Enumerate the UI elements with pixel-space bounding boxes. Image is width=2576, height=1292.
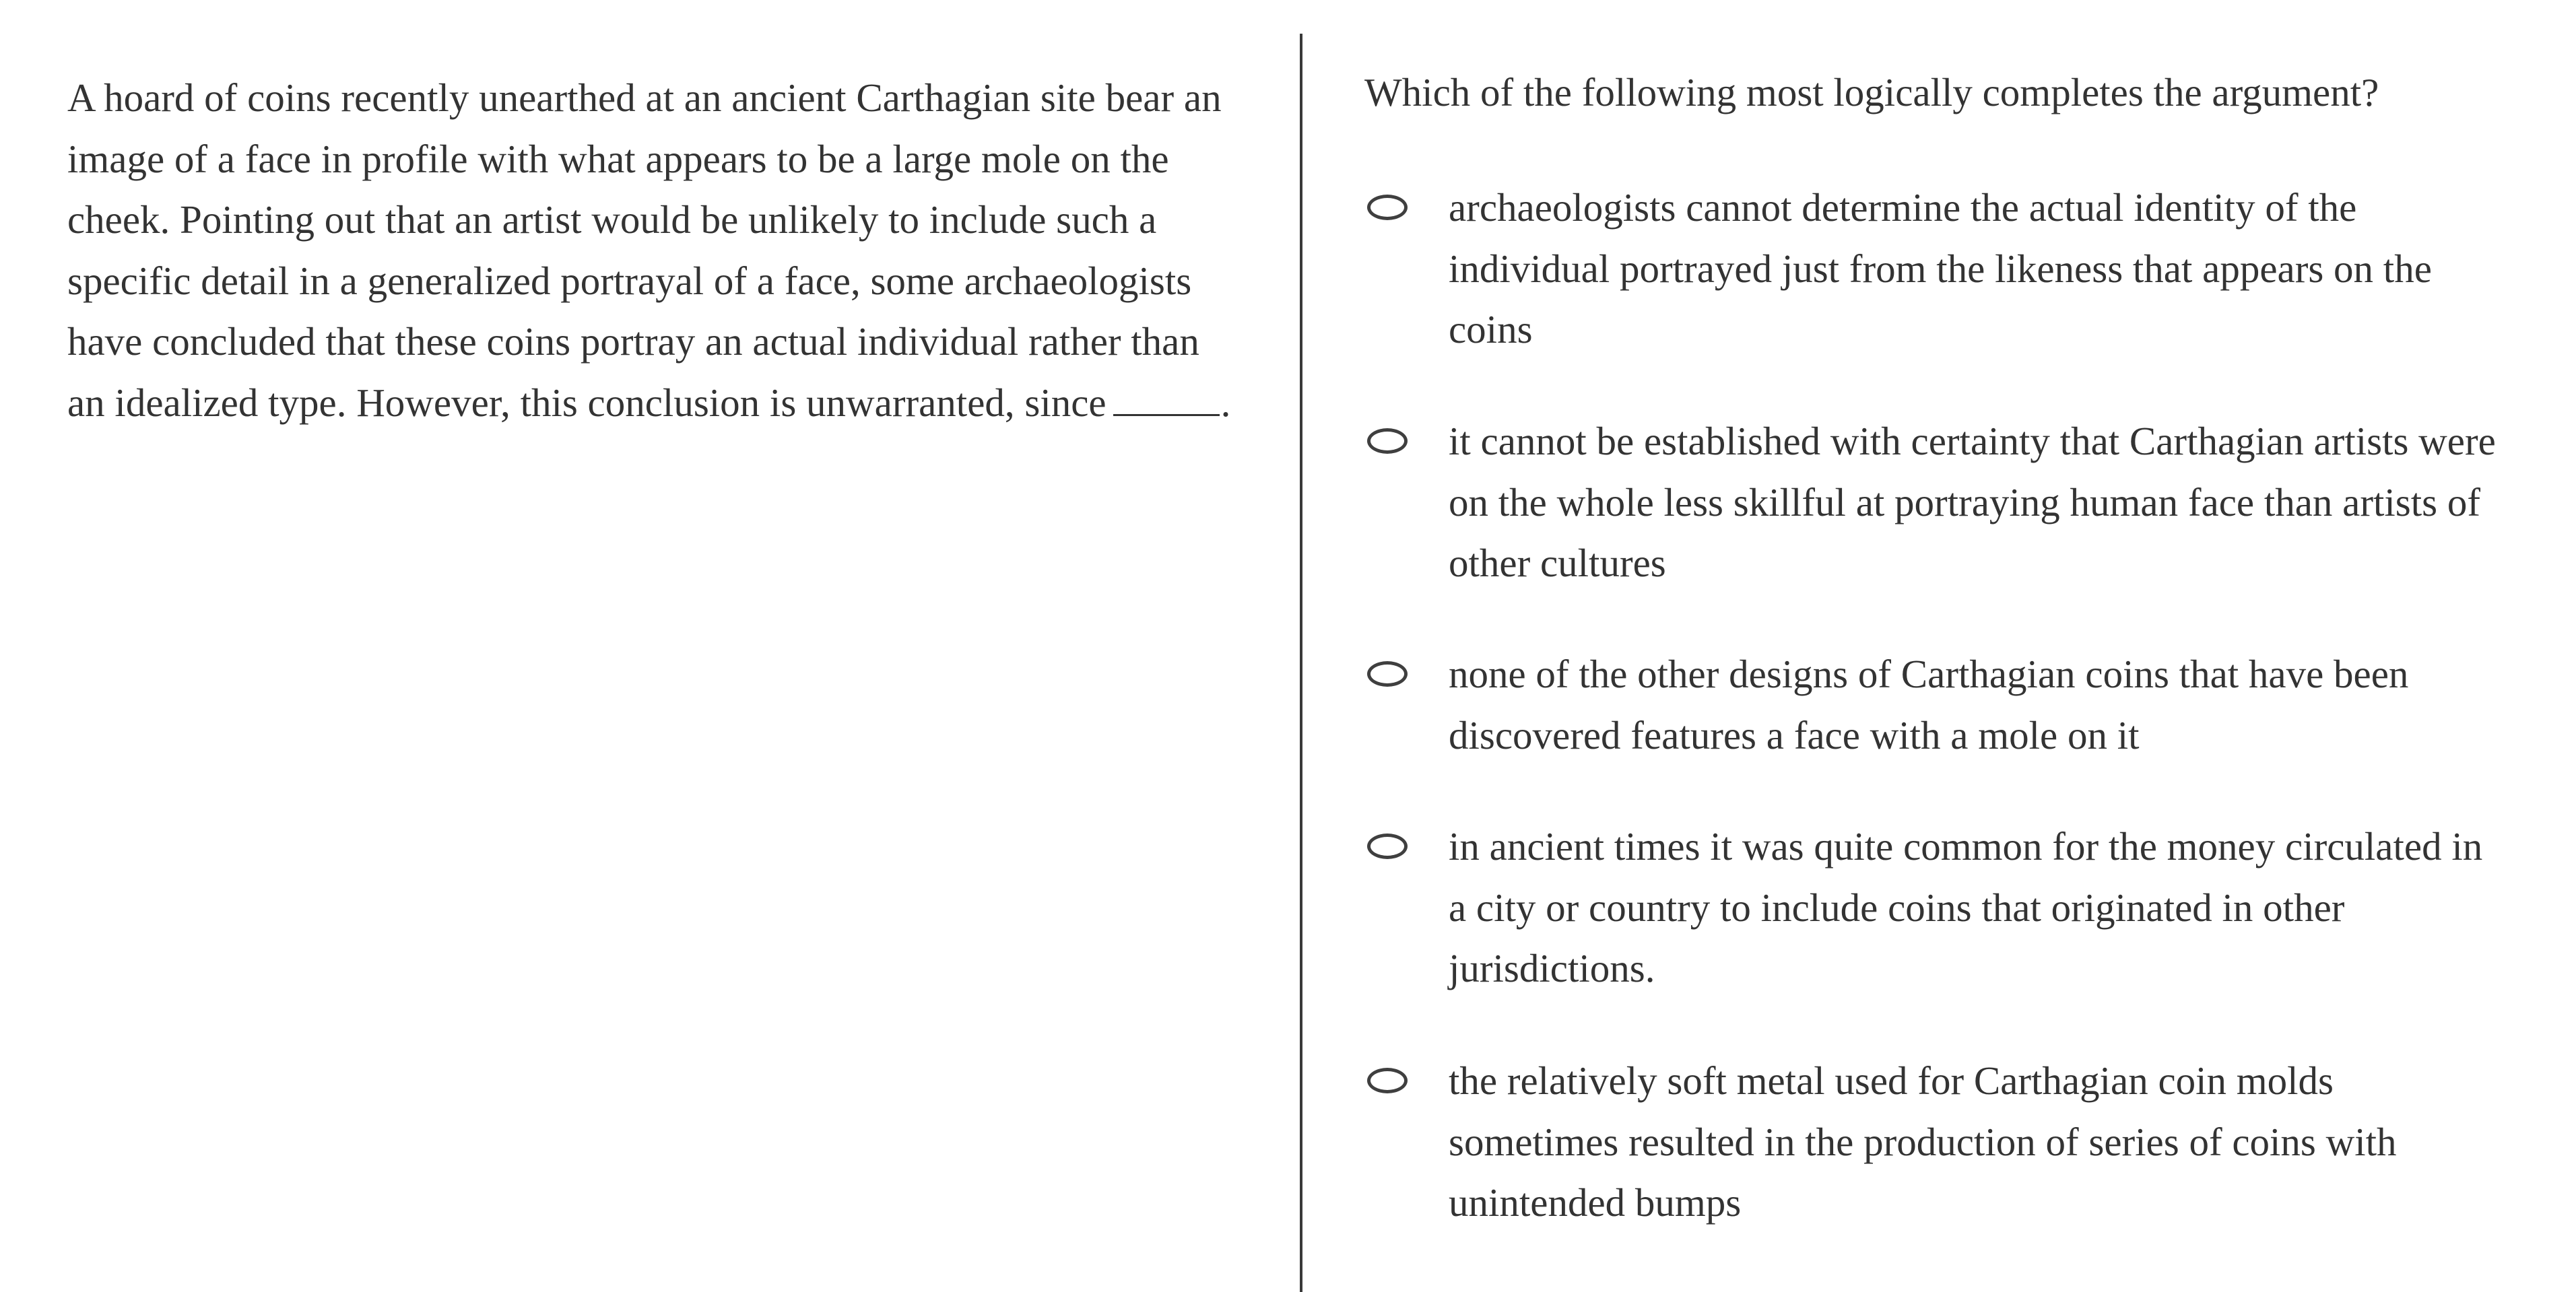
answer-choice-3-text[interactable]: none of the other designs of Carthagian coins that have been discovered features a face with a mole on it [1449,652,2409,757]
passage-text [67,67,1232,433]
radio-button-1[interactable] [1367,195,1408,220]
answer-choice-2-text[interactable]: it cannot be established with certainty that Carthagian artists were on the whole less skillful at portraying human face than artists of other cultures [1449,419,2496,585]
radio-button-4[interactable] [1367,834,1408,859]
answer-choice-4-text[interactable]: in ancient times it was quite common for the money circulated in a city or country to include coins that originated in other jurisdictions. [1449,824,2483,990]
passage-body: A hoard of coins recently unearthed at an ancient Carthagian site bear an image of a face in profile with what appears to be a large mole on the cheek. Pointing out that an artist would be unlikely to include such a specific detail in a generalized portrayal of a face, some archaeologists have concluded that these coins portray an actual individual rather than an idealized type. However, this conclusion is unwarranted, since [67,75,1222,425]
radio-button-3[interactable] [1367,661,1408,687]
answer-choice-5-text[interactable]: the relatively soft metal used for Carthagian coin molds sometimes resulted in the production of series of coins with unintended bumps [1449,1058,2397,1225]
passage-end-punctuation: . [1220,380,1231,425]
question-pane [1302,0,2576,1292]
answer-blank [1113,383,1220,416]
answer-choice-1-text[interactable]: archaeologists cannot determine the actual identity of the individual portrayed just from the likeness that appears on the coins [1449,185,2432,351]
radio-button-5[interactable] [1367,1068,1408,1093]
question-stem: Which of the following most logically completes the argument? [1364,70,2379,114]
radio-button-2[interactable] [1367,428,1408,454]
